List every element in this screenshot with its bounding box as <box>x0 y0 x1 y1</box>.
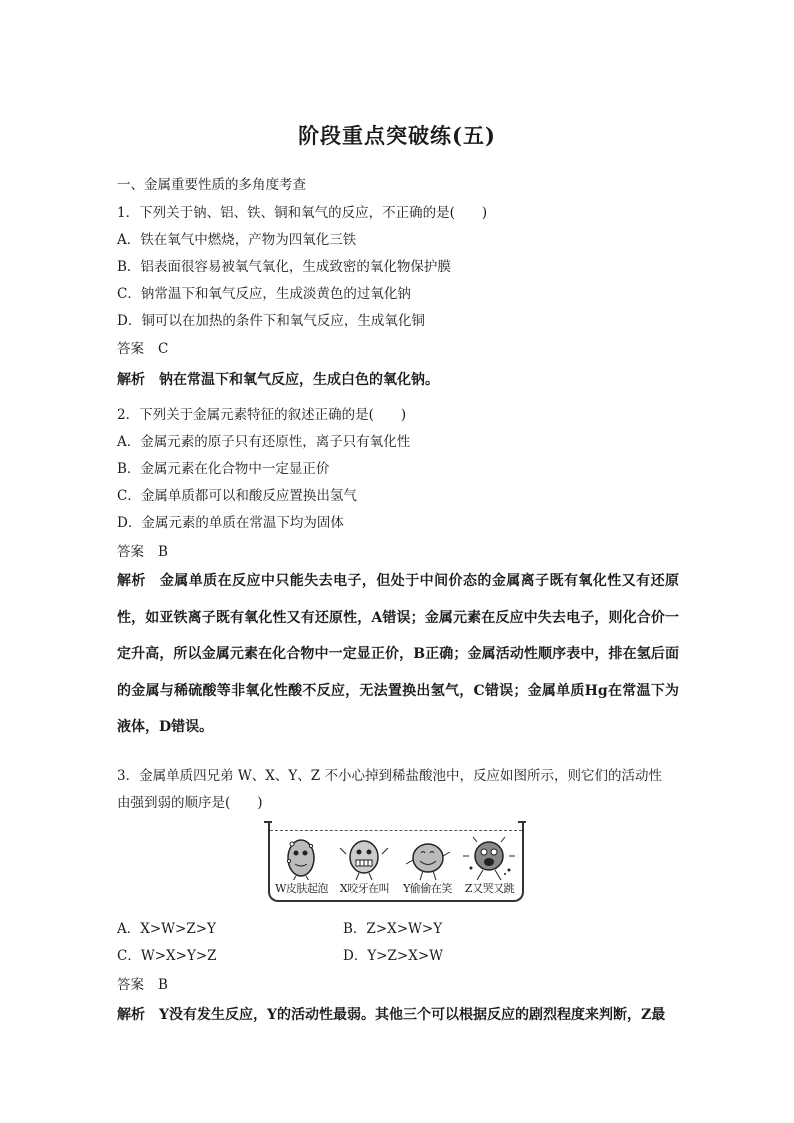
caption-x: X咬牙在叫 <box>334 880 395 896</box>
q3-answer-line <box>117 973 168 993</box>
q3-option-d: D．Y>Z>X>W <box>343 948 444 964</box>
figure-x <box>334 834 395 896</box>
caption-z: Z又哭又跳 <box>459 880 520 896</box>
q2-option-c: C．金属单质都可以和酸反应置换出氢气 <box>117 488 357 504</box>
q3-option-a: A．X>W>Z>Y <box>117 921 216 937</box>
answer-label: 答案 <box>117 544 144 560</box>
figure-y <box>397 834 458 896</box>
answer-label: 答案 <box>117 977 144 993</box>
reaction-beaker-figure <box>268 822 524 906</box>
q2-option-a: A．金属元素的原子只有还原性，离子只有氧化性 <box>117 434 411 450</box>
q1-option-d: D．铜可以在加热的条件下和氧气反应，生成氧化铜 <box>117 313 425 329</box>
q2-option-b: B．金属元素在化合物中一定显正价 <box>117 461 330 477</box>
explanation-label: 解析 <box>117 1007 145 1023</box>
q1-option-c: C．钠常温下和氧气反应，生成淡黄色的过氧化钠 <box>117 286 411 302</box>
q1-option-b: B．铝表面很容易被氧气氧化，生成致密的氧化物保护膜 <box>117 259 451 275</box>
q3-stem-line1: 3．金属单质四兄弟 W、X、Y、Z 不小心掉到稀盐酸池中，反应如图所示，则它们的活动性 <box>117 768 662 784</box>
answer-label: 答案 <box>117 341 144 357</box>
q3-option-c: C．W>X>Y>Z <box>117 948 217 964</box>
q1-explanation <box>117 369 439 389</box>
metal-y-cartoon-icon <box>397 834 458 882</box>
explanation-label: 解析 <box>117 372 145 388</box>
explanation-text: 金属单质在反应中只能失去电子，但处于中间价态的金属离子既有氧化性又有还原性，如亚铁离子既有氧化性又有还原性，A错误；金属元素在反应中失去电子，则化合价一定升高，所以金属元素在化合物中一定显正价，B正确；金属活动性顺序表中，排在氢后面的金属与稀硫酸等非氧化性酸不反应，无法置换出氢气，C错误；金属单质Hg在常温下为液体，D错误。 <box>117 573 680 735</box>
figure-z <box>459 834 520 896</box>
caption-w: W皮肤起泡 <box>271 880 332 896</box>
q3-option-b: B．Z>X>W>Y <box>343 921 443 937</box>
q1-answer-line <box>117 337 168 357</box>
metal-w-cartoon-icon <box>271 834 332 882</box>
answer-value: C <box>158 341 169 357</box>
explanation-label: 解析 <box>117 573 146 589</box>
q2-answer-line <box>117 540 168 560</box>
explanation-text: 钠在常温下和氧气反应，生成白色的氧化钠。 <box>159 372 439 388</box>
page-title: 阶段重点突破练(五) <box>298 123 496 148</box>
q2-stem: 2．下列关于金属元素特征的叙述正确的是( ) <box>117 407 407 423</box>
q2-option-d: D．金属元素的单质在常温下均为固体 <box>117 515 344 531</box>
caption-y: Y偷偷在笑 <box>397 880 458 896</box>
q3-explanation <box>117 1004 665 1024</box>
beaker-rim-right <box>518 821 526 823</box>
beaker-rim-left <box>264 821 272 823</box>
section-heading: 一、金属重要性质的多角度考查 <box>117 177 306 193</box>
metal-z-cartoon-icon <box>459 834 520 882</box>
explanation-text: Y没有发生反应，Y的活动性最弱。其他三个可以根据反应的剧烈程度来判断，Z最 <box>159 1007 666 1023</box>
metal-x-cartoon-icon <box>334 834 395 882</box>
figure-w <box>271 834 332 896</box>
q3-stem-line2: 由强到弱的顺序是( ) <box>117 795 263 811</box>
answer-value: B <box>158 977 168 993</box>
q2-explanation <box>117 563 679 746</box>
q1-option-a: A．铁在氧气中燃烧，产物为四氧化三铁 <box>117 232 357 248</box>
acid-surface <box>270 830 522 833</box>
answer-value: B <box>158 544 168 560</box>
q1-stem: 1．下列关于钠、铝、铁、铜和氧气的反应，不正确的是( ) <box>117 205 488 221</box>
